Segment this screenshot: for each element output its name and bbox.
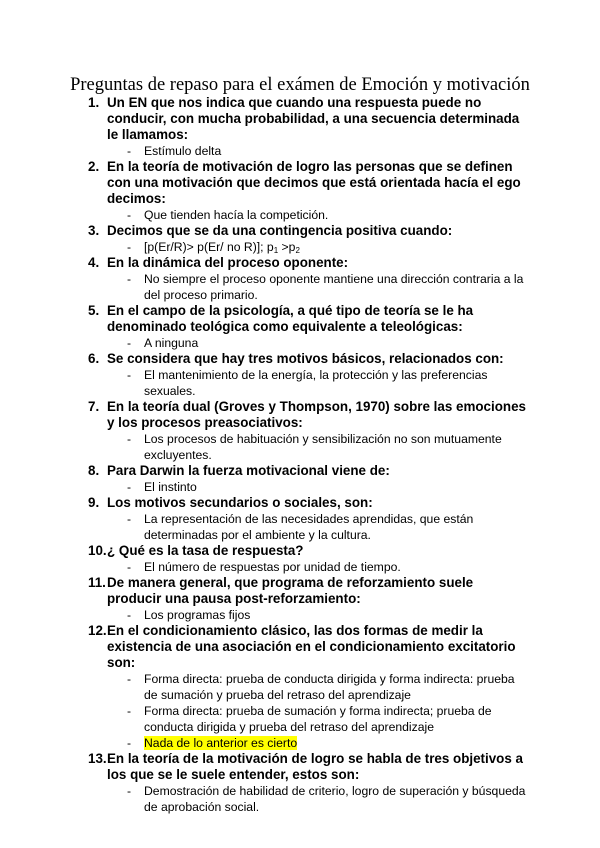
answer-8: [0, 479, 600, 495]
question-text: En la teoría de la motivación de logro se habla de tres objetivos a los que se le suele entender, estos son:: [107, 751, 523, 782]
question-number: 1.: [88, 95, 100, 110]
question-number: 12.: [88, 623, 107, 638]
answer-text: [144, 239, 529, 255]
answer-dash: -: [127, 784, 132, 798]
question-7: [0, 399, 600, 431]
question-text: Un EN que nos indica que cuando una respuesta puede no conducir, con mucha probabilidad, a una secuencia determinada le llamamos:: [107, 95, 520, 142]
answer-dash: -: [127, 672, 132, 686]
question-list: [0, 95, 600, 815]
question-number: 13.: [88, 751, 107, 766]
answer-dash: -: [127, 512, 132, 526]
question-number: 10.: [88, 543, 107, 558]
subscript-1: 1: [273, 246, 279, 255]
answer-dash: -: [127, 560, 132, 574]
answer-13: [0, 783, 600, 815]
question-3: [0, 223, 600, 239]
question-text: En el campo de la psicología, a qué tipo de teoría se le ha denominado teológica como equivalente a teleológicas:: [107, 303, 474, 334]
question-13: [0, 751, 600, 783]
question-number: 3.: [88, 223, 100, 238]
question-8: [0, 463, 600, 479]
question-text: Se considera que hay tres motivos básicos, relacionados con:: [107, 351, 504, 366]
answer-text: Que tienden hacía la competición.: [144, 208, 329, 222]
answer-text: Estímulo delta: [144, 144, 222, 158]
question-5: [0, 303, 600, 335]
answer-text: El instinto: [144, 480, 197, 494]
question-text: Los motivos secundarios o sociales, son:: [107, 495, 373, 510]
question-text: En la dinámica del proceso oponente:: [107, 255, 349, 270]
question-1: [0, 95, 600, 143]
answer-dash: -: [127, 736, 132, 750]
answer-text: El número de respuestas por unidad de tiempo.: [144, 560, 401, 574]
answer-text: Demostración de habilidad de criterio, logro de superación y búsqueda de aprobación social.: [144, 784, 526, 814]
answer-formula: [p(Er/R)> p(Er/ no R)]; p: [144, 240, 274, 254]
answer-text: La representación de las necesidades aprendidas, que están determinadas por el ambiente y la cultura.: [144, 512, 474, 542]
question-number: 6.: [88, 351, 100, 366]
question-text: De manera general, que programa de reforzamiento suele producir una pausa post-reforzamiento:: [107, 575, 474, 606]
question-text: Decimos que se da una contingencia positiva cuando:: [107, 223, 453, 238]
question-number: 11.: [88, 575, 106, 590]
question-2: [0, 159, 600, 207]
page-title: Preguntas de repaso para el exámen de Emoción y motivación: [70, 75, 530, 95]
answer-3: [0, 239, 600, 255]
question-text: Para Darwin la fuerza motivacional viene de:: [107, 463, 390, 478]
question-number: 8.: [88, 463, 100, 478]
question-text: En la teoría de motivación de logro las personas que se definen con una motivación que decimos que está orientada hacía el ego decimos:: [107, 159, 521, 206]
highlighted-answer: Nada de lo anterior es cierto: [144, 736, 298, 750]
answer-text: No siempre el proceso oponente mantiene una dirección contraria a la del proceso primario.: [144, 272, 524, 302]
answer-12c: [0, 735, 600, 751]
question-number: 2.: [88, 159, 100, 174]
question-9: [0, 495, 600, 511]
question-text: ¿ Qué es la tasa de respuesta?: [107, 543, 304, 558]
question-6: [0, 351, 600, 367]
answer-text-highlighted: [144, 735, 529, 751]
answer-formula-mid: >p: [278, 240, 296, 254]
answer-dash: -: [127, 144, 132, 158]
question-number: 9.: [88, 495, 100, 510]
answer-dash: -: [127, 336, 132, 350]
answer-dash: -: [127, 240, 132, 254]
question-10: [0, 543, 600, 559]
answer-dash: -: [127, 208, 132, 222]
answer-1: [0, 143, 600, 159]
answer-5: [0, 335, 600, 351]
question-text: En el condicionamiento clásico, las dos formas de medir la existencia de una asociación en el condicionamiento excitatorio son:: [107, 623, 516, 670]
question-number: 4.: [88, 255, 100, 270]
answer-dash: -: [127, 608, 132, 622]
answer-9: [0, 511, 600, 543]
answer-dash: -: [127, 480, 132, 494]
answer-11: [0, 607, 600, 623]
answer-4: [0, 271, 600, 303]
answer-10: [0, 559, 600, 575]
subscript-2: 2: [295, 246, 300, 255]
question-text: En la teoría dual (Groves y Thompson, 1970) sobre las emociones y los procesos preasociativos:: [107, 399, 526, 430]
question-number: 5.: [88, 303, 100, 318]
answer-dash: -: [127, 368, 132, 382]
question-11: [0, 575, 600, 607]
answer-7: [0, 431, 600, 463]
answer-text: Los procesos de habituación y sensibilización no son mutuamente excluyentes.: [144, 432, 502, 462]
answer-text: Los programas fijos: [144, 608, 251, 622]
question-12: [0, 623, 600, 671]
answer-2: [0, 207, 600, 223]
answer-12a: [0, 671, 600, 703]
answer-text: Forma directa: prueba de conducta dirigida y forma indirecta: prueba de sumación y prueba del retraso del aprendizaje: [144, 672, 515, 702]
answer-dash: -: [127, 272, 132, 286]
answer-dash: -: [127, 432, 132, 446]
question-number: 7.: [88, 399, 100, 414]
answer-12b: [0, 703, 600, 735]
answer-text: Forma directa: prueba de sumación y forma indirecta; prueba de conducta dirigida y prueba del retraso del aprendizaje: [144, 704, 492, 734]
answer-text: A ninguna: [144, 336, 199, 350]
answer-text: El mantenimiento de la energía, la protección y las preferencias sexuales.: [144, 368, 488, 398]
answer-6: [0, 367, 600, 399]
question-4: [0, 255, 600, 271]
answer-dash: -: [127, 704, 132, 718]
